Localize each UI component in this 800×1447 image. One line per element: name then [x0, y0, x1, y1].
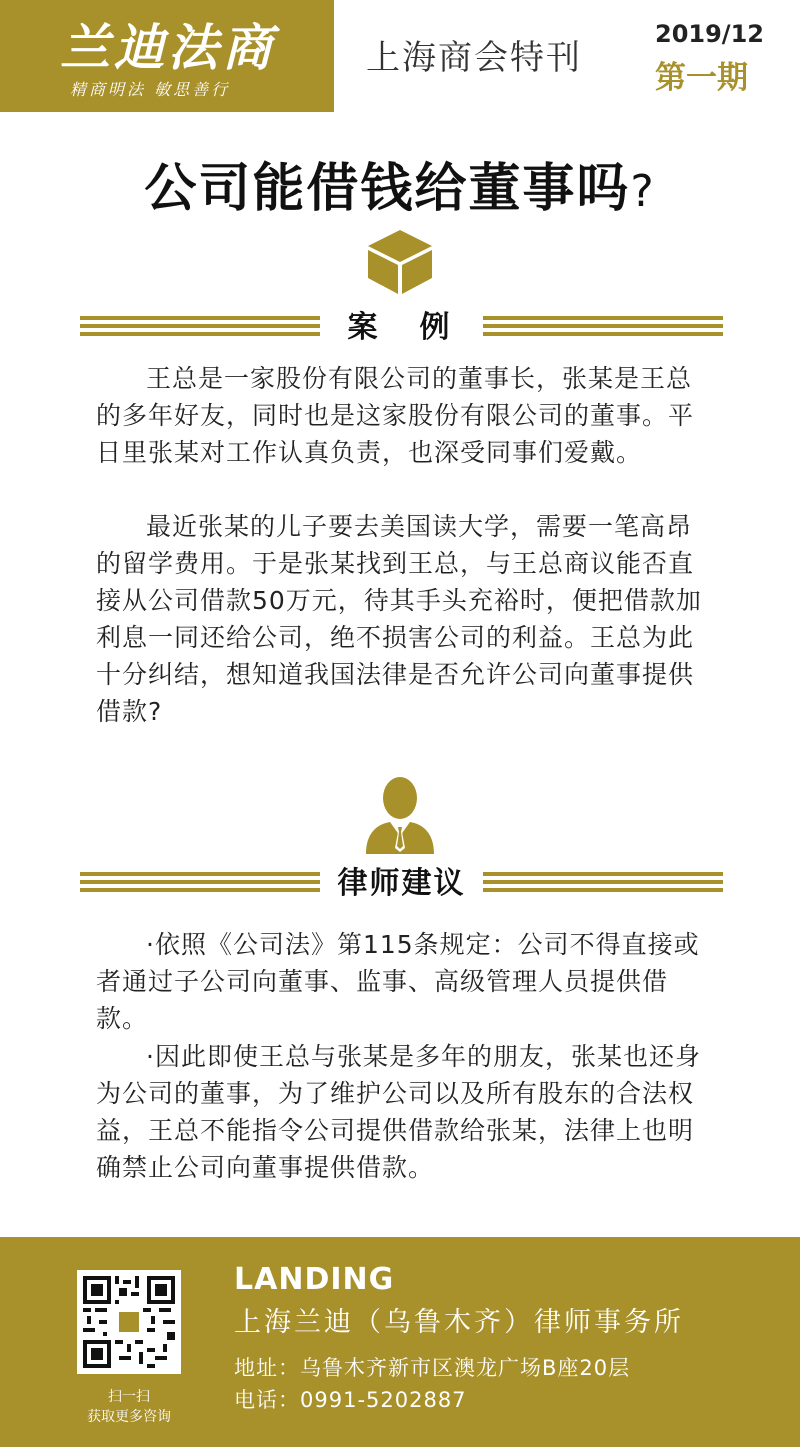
case-section-label: 案 例: [347, 310, 456, 345]
firm-name: 上海兰迪（乌鲁木齐）律师事务所: [234, 1307, 684, 1338]
question-mark: ?: [630, 166, 656, 217]
logo-title: 兰迪法商: [60, 18, 276, 77]
box-icon: [366, 228, 434, 296]
lawyer-icon: [364, 774, 436, 854]
page-title: [0, 146, 800, 221]
brand-logo: LANDING: [234, 1262, 395, 1297]
logo-subtitle: 精商明法 敏思善行: [70, 80, 231, 99]
logo-block: [0, 0, 334, 112]
case-paragraph-2: 最近张某的儿子要去美国读大学，需要一笔高昂的留学费用。于是张某找到王总，与王总商议能否直接从公司借款50万元，待其手头充裕时，便把借款加利息一同还给公司，绝不损害公司的利益。王总为此十分纠结，想知道我国法律是否允许公司向董事提供借款?: [96, 512, 702, 726]
title-text: 公司能借钱给董事吗: [144, 159, 631, 219]
qr-code[interactable]: [77, 1270, 181, 1374]
issue-number: 第一期: [655, 60, 748, 96]
issue-date: 2019/12: [655, 20, 764, 48]
case-paragraph-1: 王总是一家股份有限公司的董事长，张某是王总的多年好友，同时也是这家股份有限公司的董事。平日里张某对工作认真负责，也深受同事们爱戴。: [96, 364, 695, 467]
address-text: 地址：乌鲁木齐新市区澳龙广场B座20层: [234, 1356, 631, 1380]
advice-paragraph-1: ·依照《公司法》第115条规定：公司不得直接或者通过子公司向董事、监事、高级管理人员提供借款。: [96, 930, 700, 1033]
advice-section-label: 律师建议: [337, 866, 466, 901]
qr-code-icon: [83, 1276, 175, 1368]
advice-paragraph-2: ·因此即使王总与张某是多年的朋友，张某也还身为公司的董事，为了维护公司以及所有股东的合法权益，王总不能指令公司提供借款给张某，法律上也明确禁止公司向董事提供借款。: [96, 1042, 701, 1182]
advice-section-header: [80, 866, 723, 901]
phone-text: 电话：0991-5202887: [234, 1388, 467, 1412]
qr-label-line1: 扫一扫: [108, 1389, 150, 1405]
issue-title: 上海商会特刊: [366, 38, 582, 78]
case-section-header: [80, 310, 723, 345]
qr-label-line2: 获取更多咨询: [87, 1409, 171, 1425]
